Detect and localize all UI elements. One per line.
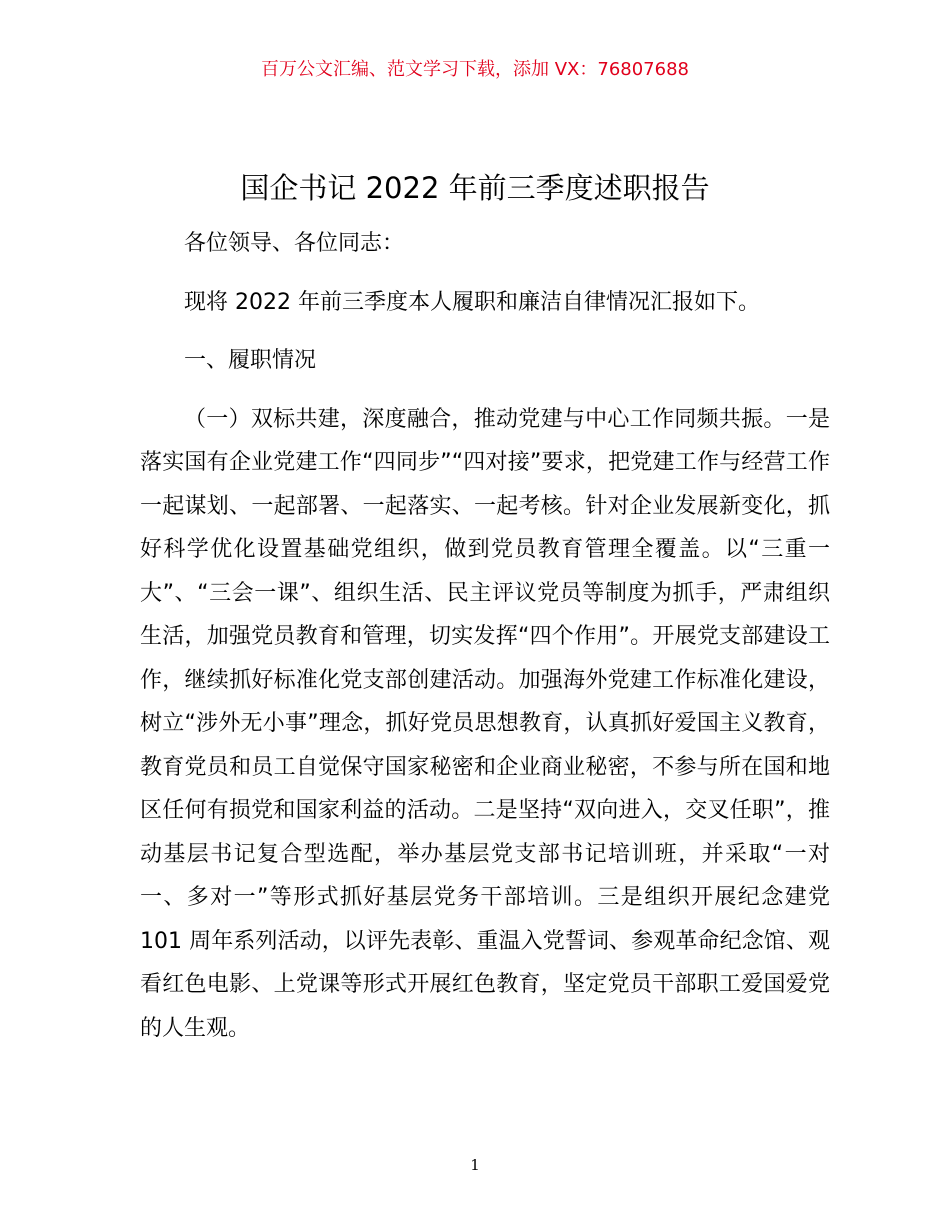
body-paragraph: （一）双标共建，深度融合，推动党建与中心工作同频共振。一是落实国有企业党建工作“四同步”“四对接”要求，把党建工作与经营工作一起谋划、一起部署、一起落实、一起考核。针对企业发展新变化，抓好科学优化设置基础党组织，做到党员教育管理全覆盖。以“三重一大”、“三会一课”、组织生活、民主评议党员等制度为抓手，严肃组织生活，加强党员教育和管理，切实发挥“四个作用”。开展党支部建设工作，继续抓好标准化党支部创建活动。加强海外党建工作标准化建设，树立“涉外无小事”理念，抓好党员思想教育，认真抓好爱国主义教育，教育党员和员工自觉保守国家秘密和企业商业秘密，不参与所在国和地区任何有损党和国家利益的活动。二是坚持“双向进入，交叉任职”，推动基层书记复合型选配，举办基层党支部书记培训班，并采取“一对一、多对一”等形式抓好基层党务干部培训。三是组织开展纪念建党 101 周年系列活动，以评先表彰、重温入党誓词、参观革命纪念馆、观看红色电影、上党课等形式开展红色教育，坚定党员干部职工爱国爱党的人生观。	[140, 406, 830, 1041]
document-body	[140, 222, 830, 1050]
page-number: 1	[470, 1156, 480, 1174]
section-heading: 一、履职情况	[184, 348, 317, 373]
header-note: 百万公文汇编、范文学习下载，添加 VX：76807688	[261, 59, 689, 80]
intro-paragraph: 现将 2022 年前三季度本人履职和廉洁自律情况汇报如下。	[184, 289, 760, 315]
salutation: 各位领导、各位同志：	[184, 231, 405, 256]
document-title: 国企书记 2022 年前三季度述职报告	[240, 171, 710, 205]
